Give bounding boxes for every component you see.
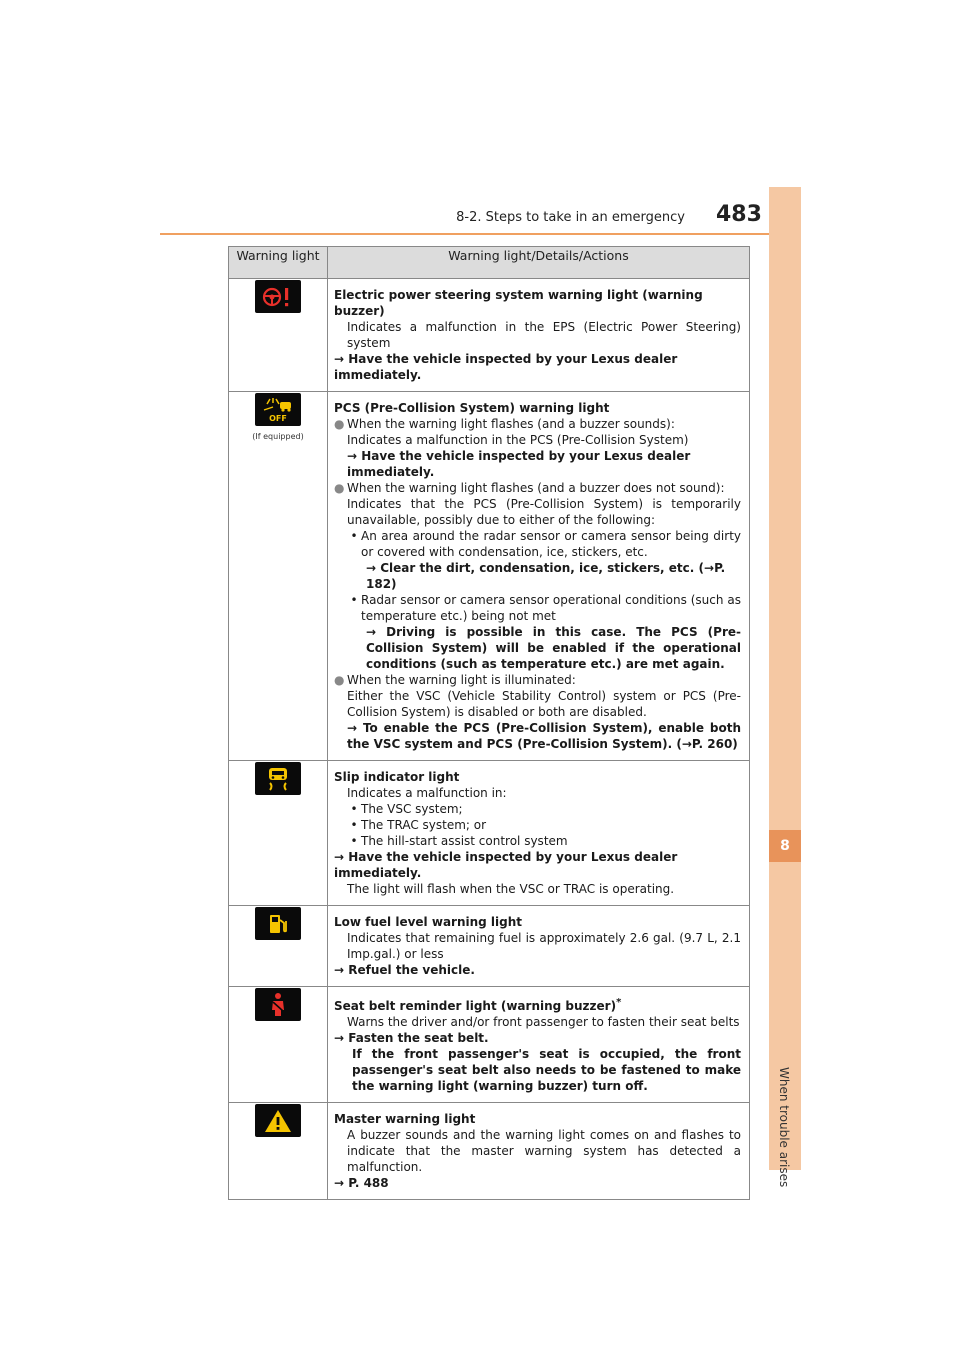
section-title: 8-2. Steps to take in an emergency: [456, 210, 685, 225]
bullet-item: [334, 416, 741, 432]
row-description: A buzzer sounds and the warning light comes on and flashes to indicate that the master warning system has detected a malfunction.: [347, 1128, 741, 1174]
icon-cell: [229, 392, 328, 761]
pcs-off-label: OFF: [269, 414, 287, 423]
row-action: [334, 1030, 741, 1046]
arrow-glyph: →: [681, 737, 692, 751]
bullet-dot: ●: [334, 481, 345, 495]
row-title: Slip indicator light: [334, 770, 460, 784]
details-cell: [328, 1103, 750, 1200]
page-ref-link[interactable]: P. 182): [366, 561, 726, 591]
icon-cell: [229, 906, 328, 987]
details-cell: [328, 392, 750, 761]
sub-bullet-dot: •: [350, 834, 358, 848]
bullet-item: [334, 672, 741, 688]
header-rule: [160, 233, 800, 235]
sub-bullet-text: Radar sensor or camera sensor operational conditions (such as temperature etc.) being not met: [361, 593, 741, 623]
row-action-detail: If the front passenger's seat is occupied, the front passenger's seat belt also needs to be fastened to make the warning light (warning buzzer) turn off.: [352, 1047, 741, 1093]
action-text: Driving is possible in this case. The PCS (Pre-Collision System) will be enabled if the operational conditions (such as temperature etc.) are met again.: [366, 625, 741, 671]
row-action: [334, 351, 741, 383]
row-description: Indicates a malfunction in the EPS (Electric Power Steering) system: [347, 320, 741, 350]
table-header-row: [229, 247, 750, 279]
icon-cell: [229, 279, 328, 392]
arrow-glyph: →: [347, 449, 358, 463]
sub-bullet-dot: •: [350, 593, 358, 607]
page-ref-link[interactable]: P. 260): [691, 737, 738, 751]
chapter-label: When trouble arises: [777, 1067, 791, 1188]
chapter-number: 8: [769, 830, 801, 862]
sub-bullet-item: [334, 592, 741, 624]
arrow-glyph: →: [334, 352, 345, 366]
bullet-dot: ●: [334, 417, 345, 431]
row-title: PCS (Pre-Collision System) warning light: [334, 401, 610, 415]
sub-bullet-action: [334, 624, 741, 672]
row-title: Electric power steering system warning light (warning buzzer): [334, 288, 703, 318]
details-cell: [328, 906, 750, 987]
action-text: Have the vehicle inspected by your Lexus dealer immediately.: [334, 352, 678, 382]
action-text: Fasten the seat belt.: [348, 1031, 489, 1045]
icon-cell: [229, 761, 328, 906]
page-ref-link[interactable]: P. 488: [348, 1176, 389, 1190]
arrow-glyph: →: [347, 721, 358, 735]
table-row: [229, 906, 750, 987]
row-description: Warns the driver and/or front passenger to fasten their seat belts: [347, 1015, 740, 1029]
arrow-glyph: →: [334, 1176, 345, 1190]
list-item: [334, 801, 741, 817]
table-row: [229, 1103, 750, 1200]
row-note: The light will flash when the VSC or TRAC is operating.: [347, 882, 675, 896]
bullet-head: When the warning light flashes (and a buzzer does not sound):: [347, 481, 725, 495]
table-row: [229, 279, 750, 392]
table-row: [229, 987, 750, 1103]
list-item: [334, 833, 741, 849]
row-action: [334, 962, 741, 978]
list-item-text: The hill-start assist control system: [361, 834, 568, 848]
action-text: To enable the PCS (Pre-Collision System), enable both the VSC system and PCS (Pre-Collision System). (: [347, 721, 741, 751]
details-cell: [328, 987, 750, 1103]
sub-bullet-item: [334, 528, 741, 560]
row-action: [334, 849, 741, 881]
action-text: Have the vehicle inspected by your Lexus dealer immediately.: [334, 850, 678, 880]
page-number: 483: [716, 202, 762, 227]
master-warning-icon: [255, 1104, 301, 1137]
bullet-head: When the warning light flashes (and a buzzer sounds):: [347, 417, 675, 431]
action-text: Have the vehicle inspected by your Lexus dealer immediately.: [347, 449, 691, 479]
sub-bullet-action: [334, 560, 741, 592]
row-description: Indicates that remaining fuel is approximately 2.6 gal. (9.7 L, 2.1 Imp.gal.) or less: [347, 931, 741, 961]
action-text: Refuel the vehicle.: [348, 963, 475, 977]
row-action: [334, 1175, 741, 1191]
sub-bullet-dot: •: [350, 529, 358, 543]
sub-bullet-dot: •: [350, 818, 358, 832]
col-header-details: Warning light/Details/Actions: [328, 247, 750, 279]
bullet-desc: Indicates that the PCS (Pre-Collision System) is temporarily unavailable, possibly due to either of the following:: [347, 497, 741, 527]
list-item-text: The TRAC system; or: [361, 818, 487, 832]
row-description: Indicates a malfunction in:: [347, 786, 507, 800]
slip-indicator-icon: [255, 762, 301, 795]
bullet-action: [334, 720, 741, 752]
arrow-glyph: →: [704, 561, 715, 575]
icon-cell: [229, 987, 328, 1103]
bullet-action: [334, 448, 741, 480]
arrow-glyph: →: [334, 963, 345, 977]
row-title: Master warning light: [334, 1112, 476, 1126]
arrow-glyph: →: [366, 561, 377, 575]
bullet-desc: Indicates a malfunction in the PCS (Pre-Collision System): [347, 433, 689, 447]
col-header-warning-light: Warning light: [229, 247, 328, 279]
footnote-asterisk: *: [616, 997, 622, 1008]
arrow-glyph: →: [334, 1031, 345, 1045]
bullet-desc: Either the VSC (Vehicle Stability Control) system or PCS (Pre-Collision System) is disabled or both are disabled.: [347, 689, 741, 719]
sub-bullet-dot: •: [350, 802, 358, 816]
arrow-glyph: →: [334, 850, 345, 864]
warning-light-table: [228, 246, 750, 1200]
list-item: [334, 817, 741, 833]
pcs-off-icon: [255, 393, 301, 426]
chapter-side-tab: [769, 187, 801, 1188]
if-equipped-note: (If equipped): [252, 432, 304, 441]
action-text: Clear the dirt, condensation, ice, stickers, etc. (: [380, 561, 704, 575]
bullet-dot: ●: [334, 673, 345, 687]
bullet-head: When the warning light is illuminated:: [347, 673, 576, 687]
arrow-glyph: →: [366, 625, 377, 639]
sub-bullet-text: An area around the radar sensor or camera sensor being dirty or covered with condensation, ice, stickers, etc.: [361, 529, 741, 559]
icon-cell: [229, 1103, 328, 1200]
details-cell: [328, 761, 750, 906]
seat-belt-icon: [255, 988, 301, 1021]
row-title: [334, 995, 741, 1014]
power-steering-warning-icon: [255, 280, 301, 313]
list-item-text: The VSC system;: [361, 802, 463, 816]
title-text: Seat belt reminder light (warning buzzer): [334, 999, 617, 1013]
bullet-item: [334, 480, 741, 496]
table-row: [229, 761, 750, 906]
fuel-pump-icon: [255, 907, 301, 940]
row-title: Low fuel level warning light: [334, 915, 523, 929]
details-cell: [328, 279, 750, 392]
table-row: [229, 392, 750, 761]
